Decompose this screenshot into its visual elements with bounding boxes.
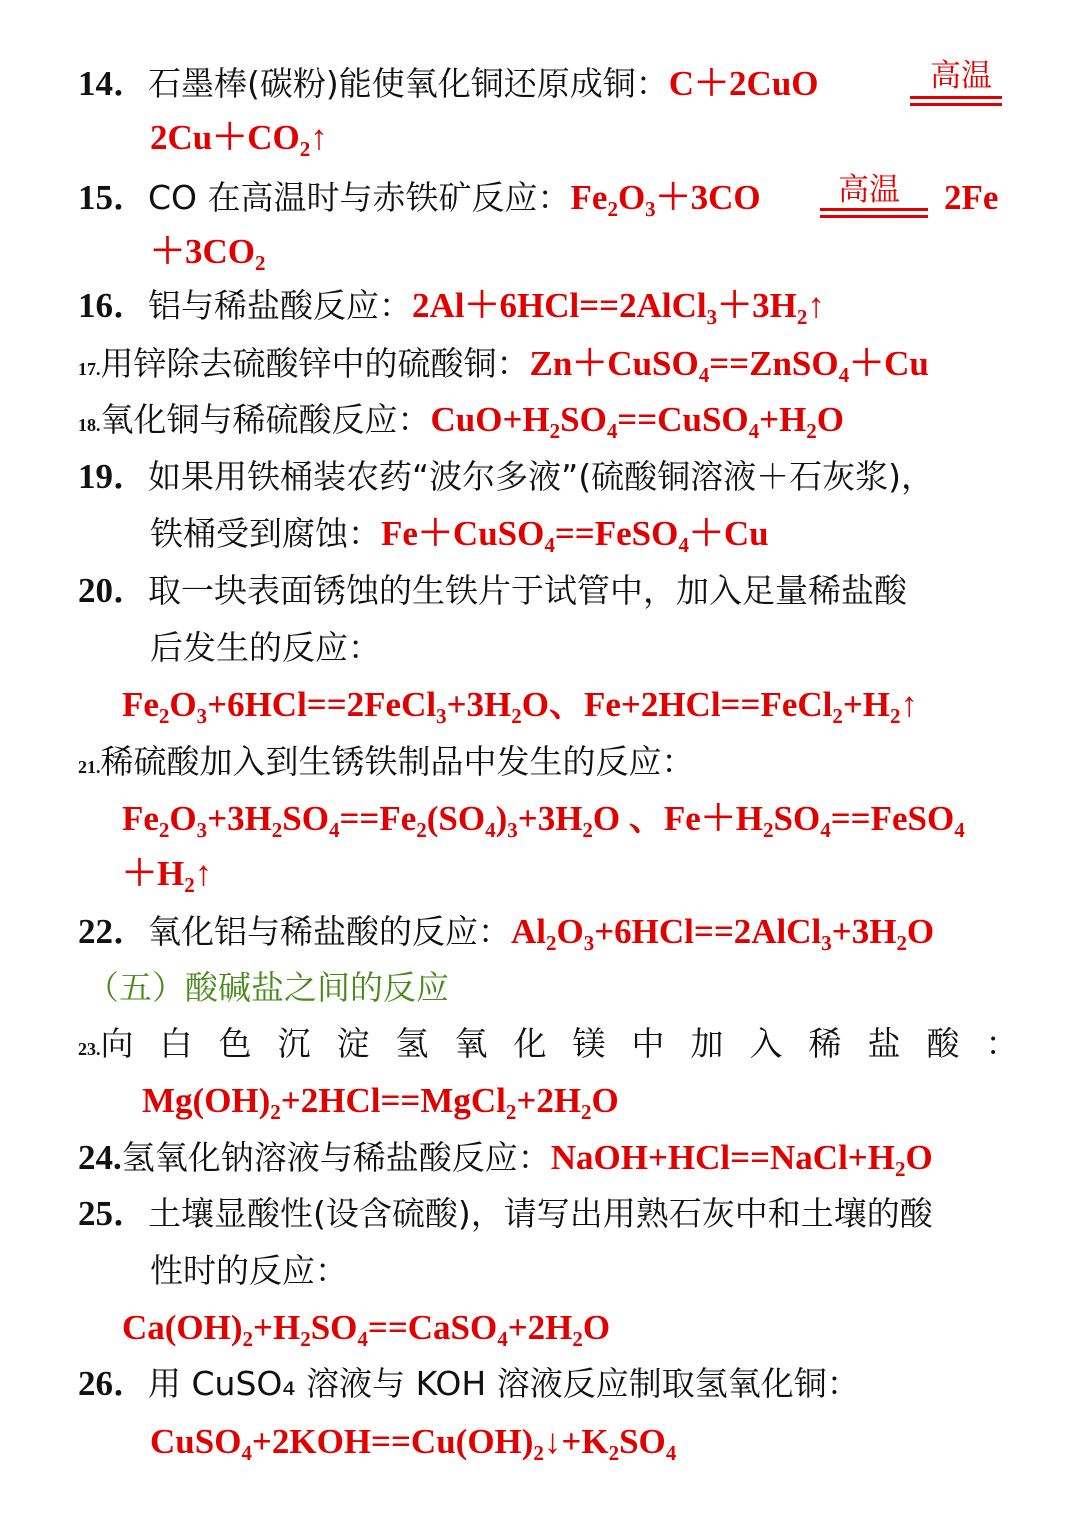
item-22 (78, 910, 934, 954)
item-16 (78, 284, 825, 328)
item-25-equation (122, 1306, 610, 1350)
item-23-equation (142, 1079, 619, 1123)
item-text: 性时的反应： (150, 1251, 348, 1290)
item-17 (78, 342, 929, 391)
equation: Ca(OH)₂+H₂SO₄==CaSO₄+2H₂O (122, 1308, 611, 1347)
item-25-cont (150, 1249, 348, 1293)
item-number: 16． (78, 286, 149, 325)
item-21-cont (122, 852, 212, 896)
equation: CuO+H₂SO₄==CuSO₄+H₂O (430, 400, 845, 439)
item-text: 铝与稀盐酸反应： (148, 286, 413, 325)
item-20-cont (150, 626, 381, 670)
equals-double-line (910, 96, 1002, 106)
item-number: 22． (78, 912, 149, 951)
item-text: 氧化铝与稀盐酸的反应： (148, 912, 512, 951)
item-26 (78, 1362, 860, 1406)
equation: CuSO₄+2KOH==Cu(OH)₂↓+K₂SO₄ (150, 1422, 677, 1461)
item-number: 17. (78, 359, 101, 379)
item-text: 后发生的反应： (150, 628, 381, 667)
item-19-cont (150, 512, 769, 556)
item-text: 向白色沉淀氢氧化镁中加入稀盐酸： (100, 1024, 1045, 1063)
equation: NaOH+HCl==NaCl+H₂O (550, 1138, 933, 1177)
item-number: 25． (78, 1194, 149, 1233)
item-23 (78, 1022, 1045, 1071)
item-number: 20． (78, 571, 149, 610)
item-text: 土壤显酸性(设含硫酸)，请写出用熟石灰中和土壤的酸 (148, 1194, 933, 1233)
item-number: 15． (78, 178, 149, 217)
equation: Fe₂O₃+3H₂SO₄==Fe₂(SO₄)₃+3H₂O 、Fe＋H₂SO₄==FeSO₄ (122, 799, 965, 838)
item-21 (78, 740, 695, 789)
item-text: 稀硫酸加入到生锈铁制品中发生的反应： (100, 742, 695, 781)
item-text: 用锌除去硫酸锌中的硫酸铜： (100, 344, 530, 383)
item-14 (78, 62, 819, 106)
item-text: 铁桶受到腐蚀： (150, 514, 381, 553)
equation: Zn＋CuSO₄==ZnSO₄＋Cu (529, 344, 929, 383)
item-19 (78, 455, 934, 499)
equation: ＋3CO₂ (150, 232, 266, 271)
equation: Fe₂O₃+6HCl==2FeCl₃+3H₂O、Fe+2HCl==FeCl₂+H₂↑ (122, 685, 919, 724)
equation: 2Fe (944, 178, 999, 217)
item-15-cont (150, 230, 266, 274)
item-15-product (944, 176, 998, 220)
item-number: 23. (78, 1039, 101, 1059)
item-25 (78, 1192, 933, 1236)
item-text: CO 在高温时与赤铁矿反应： (148, 178, 571, 217)
item-number: 14． (78, 64, 149, 103)
section-heading (86, 966, 449, 1010)
item-text: 石墨棒(碳粉)能使氧化铜还原成铜： (148, 64, 669, 103)
equals-double-line (820, 208, 928, 218)
item-number: 21. (78, 757, 101, 777)
item-text: 氧化铜与稀硫酸反应： (100, 400, 431, 439)
item-text: 如果用铁桶装农药“波尔多液”(硫酸铜溶液＋石灰浆)， (148, 457, 934, 496)
item-text: 用 CuSO₄ 溶液与 KOH 溶液反应制取氢氧化铜： (148, 1364, 860, 1403)
equation: Fe＋CuSO₄==FeSO₄＋Cu (381, 514, 769, 553)
section-title: （五）酸碱盐之间的反应 (86, 968, 449, 1007)
condition-label: 高温 (838, 172, 900, 208)
item-26-equation (150, 1420, 676, 1464)
condition-label: 高温 (930, 58, 992, 94)
item-number: 19． (78, 457, 149, 496)
item-24 (78, 1136, 933, 1180)
item-18 (78, 398, 844, 447)
equation: ＋H₂↑ (122, 854, 213, 893)
item-text: 氢氧化钠溶液与稀盐酸反应： (121, 1138, 551, 1177)
item-text: 取一块表面锈蚀的生铁片于试管中，加入足量稀盐酸 (148, 571, 908, 610)
item-14-cont (150, 116, 328, 160)
item-21-equation (122, 797, 965, 841)
equation: Al₂O₃+6HCl==2AlCl₃+3H₂O (511, 912, 935, 951)
equation: C＋2CuO (668, 64, 819, 103)
item-number: 26． (78, 1364, 149, 1403)
item-number: 18. (78, 415, 101, 435)
equation: Fe₂O₃＋3CO (570, 178, 761, 217)
item-20-equation (122, 683, 918, 727)
item-15 (78, 176, 761, 220)
item-20 (78, 569, 907, 613)
equation: Mg(OH)₂+2HCl==MgCl₂+2H₂O (142, 1081, 619, 1120)
equation: 2Cu＋CO₂↑ (150, 118, 328, 157)
item-number: 24. (78, 1138, 122, 1177)
equation: 2Al＋6HCl==2AlCl₃＋3H₂↑ (412, 286, 825, 325)
